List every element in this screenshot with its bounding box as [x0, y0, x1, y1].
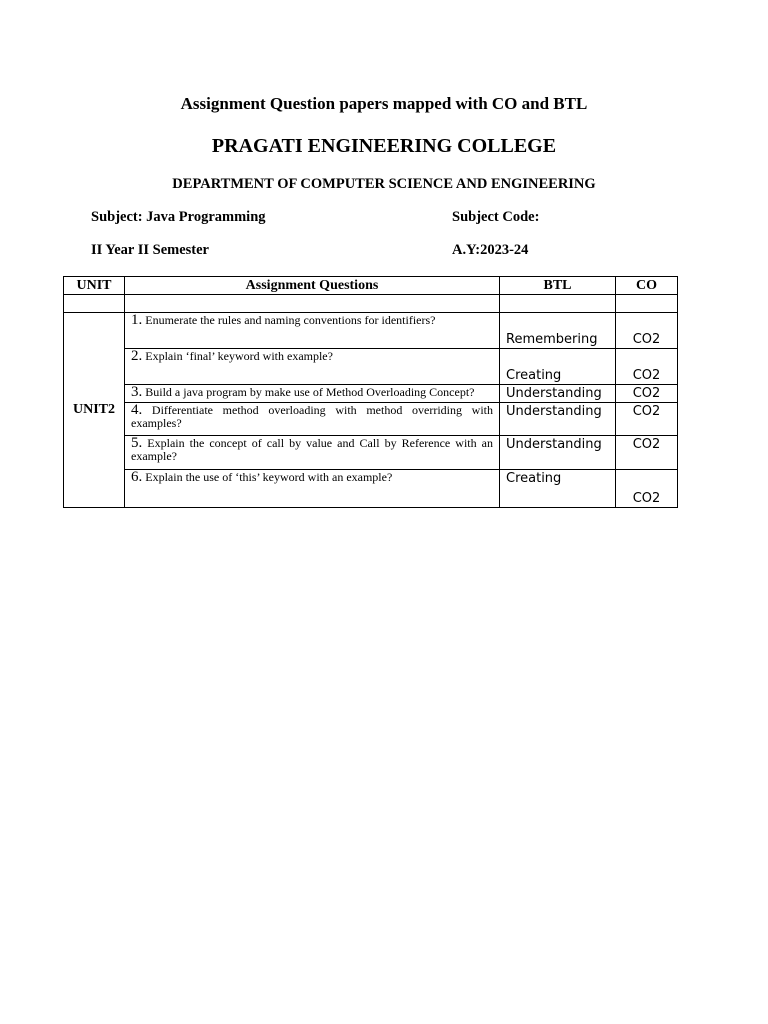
table-row [64, 403, 678, 436]
question-cell [125, 403, 500, 436]
table-row [64, 313, 678, 349]
question-cell [125, 436, 500, 470]
column-header-unit: UNIT [64, 277, 125, 295]
question-number: 3. [131, 384, 143, 400]
question-text: Differentiate method overloading with method overriding with examples? [131, 403, 493, 430]
academic-year-label: A.Y:2023-24 [452, 242, 529, 258]
btl-cell: Creating [500, 349, 616, 385]
college-name: PRAGATI ENGINEERING COLLEGE [211, 135, 557, 157]
question-number: 6. [131, 469, 143, 485]
btl-cell: Understanding [500, 436, 616, 470]
question-text: Explain the use of ‘this’ keyword with an example? [142, 470, 393, 484]
co-cell: CO2 [616, 403, 678, 436]
question-number: 4. [131, 402, 143, 418]
year-semester-label: II Year II Semester [91, 242, 209, 258]
table-row [64, 385, 678, 403]
question-number: 2. [131, 348, 143, 364]
question-cell [125, 385, 500, 403]
co-cell: CO2 [616, 349, 678, 385]
question-number: 1. [131, 312, 143, 328]
table-row [64, 470, 678, 508]
question-text: Explain ‘final’ keyword with example? [142, 349, 333, 363]
subject-code-label: Subject Code: [452, 209, 540, 225]
question-number: 5. [131, 435, 143, 451]
btl-cell: Understanding [500, 385, 616, 403]
question-text: Enumerate the rules and naming conventions for identifiers? [142, 313, 436, 327]
department-name: DEPARTMENT OF COMPUTER SCIENCE AND ENGINEERING [172, 176, 596, 192]
question-text: Explain the concept of call by value and Call by Reference with an example? [131, 436, 493, 463]
co-cell: CO2 [616, 470, 678, 508]
question-text: Build a java program by make use of Method Overloading Concept? [142, 385, 475, 399]
column-header-co: CO [616, 277, 678, 295]
column-header-btl: BTL [500, 277, 616, 295]
table-header-row [64, 277, 678, 295]
btl-cell: Understanding [500, 403, 616, 436]
question-cell [125, 349, 500, 385]
question-cell [125, 470, 500, 508]
table-row [64, 436, 678, 470]
btl-cell: Remembering [500, 313, 616, 349]
column-header-questions: Assignment Questions [125, 277, 500, 295]
assignment-table [63, 276, 678, 508]
table-row [64, 349, 678, 385]
question-cell [125, 313, 500, 349]
co-cell: CO2 [616, 313, 678, 349]
co-cell: CO2 [616, 436, 678, 470]
btl-cell: Creating [500, 470, 616, 508]
subject-label: Subject: Java Programming [91, 209, 266, 225]
co-cell: CO2 [616, 385, 678, 403]
document-title: Assignment Question papers mapped with CO and BTL [180, 94, 588, 113]
unit-cell: UNIT2 [64, 313, 125, 508]
blank-row [64, 295, 678, 313]
